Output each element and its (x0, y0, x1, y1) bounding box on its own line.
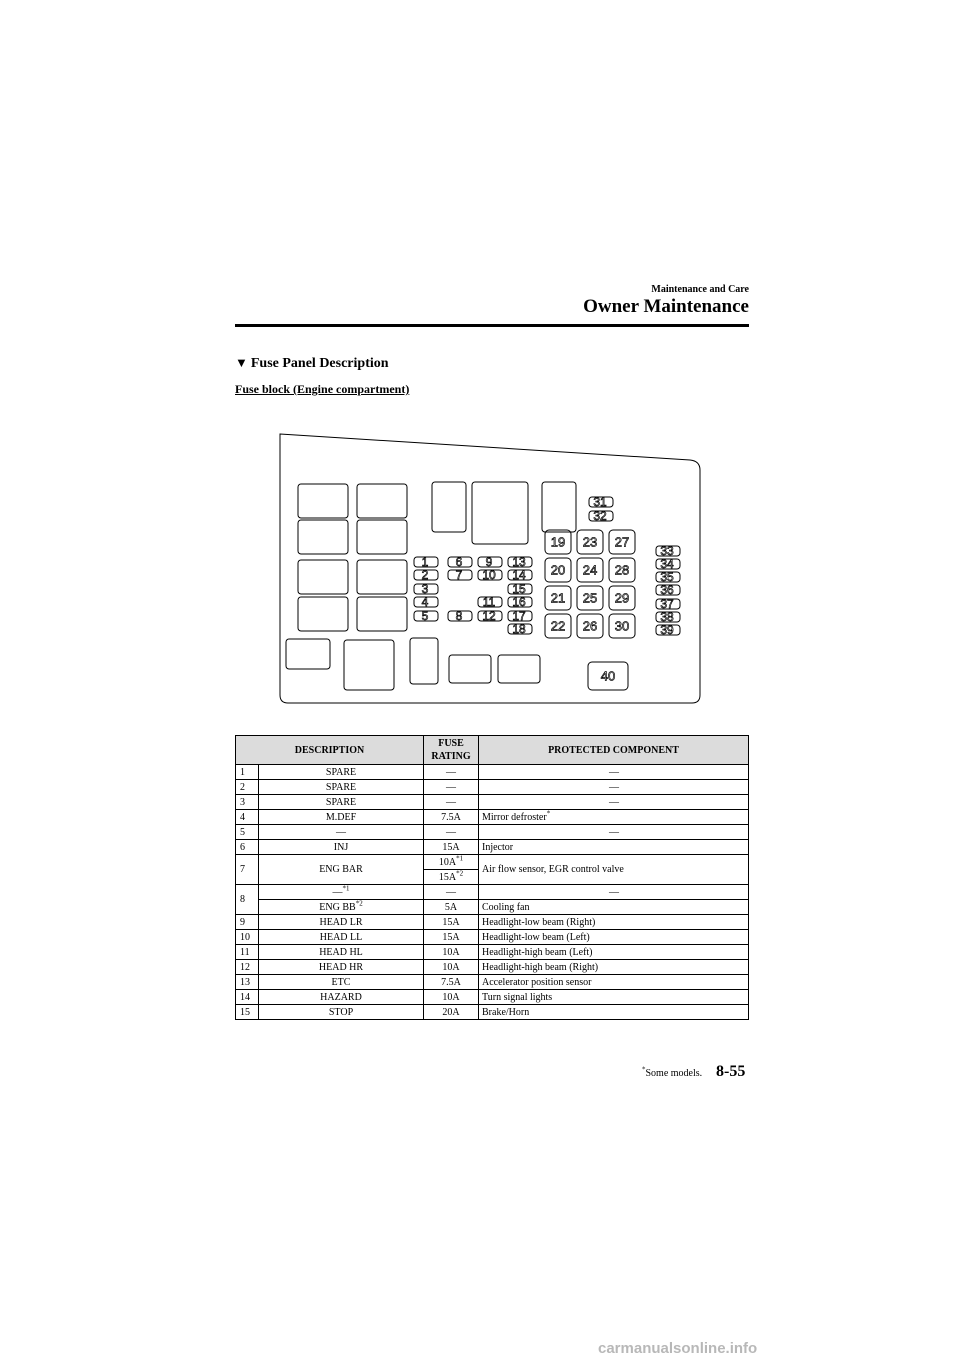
row-rating: — (424, 825, 479, 840)
fuse-number-label: 2 (421, 568, 429, 582)
row-description: HEAD HR (259, 960, 424, 975)
fuse-number-label: 19 (550, 534, 566, 550)
note-mark: *2 (456, 869, 464, 878)
row-rating: — (424, 795, 479, 810)
row-rating: 10A (424, 990, 479, 1005)
row-description: SPARE (259, 780, 424, 795)
table-row (236, 1005, 749, 1020)
table-row (236, 975, 749, 990)
relay-box (432, 482, 466, 532)
row-number: 13 (236, 975, 259, 990)
table-row (236, 885, 749, 900)
fuse-number-label: 40 (600, 668, 616, 684)
table-row (236, 900, 749, 915)
fuse-number-label: 22 (550, 618, 566, 634)
footnote (642, 1065, 703, 1079)
note-mark: *1 (456, 854, 464, 863)
cell-text: Brake/Horn (482, 1006, 530, 1018)
row-description: ENG BAR (259, 855, 424, 885)
relay-box (286, 639, 330, 669)
relay-box (498, 655, 540, 683)
fuse-number-label: 26 (582, 618, 598, 634)
fuse-number-label: 13 (512, 555, 526, 569)
row-rating (424, 855, 479, 870)
row-description (259, 885, 424, 900)
note-mark: *1 (342, 884, 350, 893)
row-component (479, 765, 749, 780)
fuse-number-label: 3 (421, 582, 429, 596)
relay-box (357, 560, 407, 594)
fuse-number-label: 14 (512, 568, 526, 582)
fuse-number-label: 25 (582, 590, 598, 606)
row-rating: 10A (424, 945, 479, 960)
fuse-number-label: 23 (582, 534, 598, 550)
table-row (236, 765, 749, 780)
row-number: 6 (236, 840, 259, 855)
row-number: 11 (236, 945, 259, 960)
header-rule (235, 324, 749, 327)
table-row (236, 810, 749, 825)
fuse-number-label: 38 (660, 610, 674, 624)
table-header-row (236, 736, 749, 765)
row-number: 3 (236, 795, 259, 810)
fuse-number-label: 32 (593, 509, 607, 523)
table-row (236, 840, 749, 855)
fuse-number-label: 37 (660, 597, 674, 611)
fuse-number-label: 33 (660, 544, 674, 558)
row-number: 12 (236, 960, 259, 975)
row-rating (424, 870, 479, 885)
fuse-number-label: 17 (512, 609, 526, 623)
row-component (479, 945, 749, 960)
table-row (236, 795, 749, 810)
row-description: SPARE (259, 765, 424, 780)
fuse-number-label: 6 (455, 555, 463, 569)
header-section-label: Maintenance and Care (651, 284, 749, 295)
row-description: ETC (259, 975, 424, 990)
relay-box (472, 482, 528, 544)
fuse-number-label: 15 (512, 582, 526, 596)
row-rating: 20A (424, 1005, 479, 1020)
row-rating: — (424, 765, 479, 780)
fuse-number-label: 27 (614, 534, 630, 550)
row-component (479, 990, 749, 1005)
row-description: M.DEF (259, 810, 424, 825)
row-description: HEAD HL (259, 945, 424, 960)
cell-text: — (609, 781, 619, 793)
fuse-number-label: 30 (614, 618, 630, 634)
row-number: 9 (236, 915, 259, 930)
fuse-number-label: 4 (421, 595, 429, 609)
fuse-number-label: 31 (593, 495, 607, 509)
row-rating: 10A (424, 960, 479, 975)
page-number: 8-55 (716, 1063, 746, 1080)
row-component: Cooling fan (479, 900, 749, 915)
relay-box (357, 520, 407, 554)
col-header-description: DESCRIPTION (236, 736, 424, 765)
fuse-table (235, 735, 749, 1020)
fuse-number-label: 24 (582, 562, 598, 578)
row-number: 14 (236, 990, 259, 1005)
table-row (236, 825, 749, 840)
relay-box (298, 520, 348, 554)
col-header-fuse-rating: FUSE RATING (424, 736, 479, 765)
fuse-number-label: 18 (512, 622, 526, 636)
cell-text: — (609, 826, 619, 838)
row-component (479, 825, 749, 840)
cell-text: Headlight-low beam (Left) (482, 931, 590, 943)
row-number: 5 (236, 825, 259, 840)
col-header-protected-component: PROTECTED COMPONENT (479, 736, 749, 765)
fuse-number-label: 29 (614, 590, 630, 606)
cell-text: Headlight-high beam (Left) (482, 946, 593, 958)
fuse-number-label: 36 (660, 583, 674, 597)
cell-text: 10A (438, 856, 457, 868)
fuse-number-label: 35 (660, 570, 674, 584)
cell-text: Turn signal lights (482, 991, 553, 1003)
row-component: — (479, 885, 749, 900)
row-rating: 7.5A (424, 975, 479, 990)
fuse-number-label: 5 (421, 609, 429, 623)
cell-text: Accelerator position sensor (482, 976, 592, 988)
fuse-number-label: 16 (512, 595, 526, 609)
relay-box (357, 484, 407, 518)
row-rating: 7.5A (424, 810, 479, 825)
row-description: — (259, 825, 424, 840)
table-row (236, 945, 749, 960)
cell-text: Injector (482, 841, 514, 853)
fuse-number-label: 39 (660, 623, 674, 637)
row-rating: 15A (424, 930, 479, 945)
triangle-down-icon: ▼ (235, 355, 248, 370)
section-heading-text: Fuse Panel Description (250, 356, 389, 371)
table-row (236, 915, 749, 930)
table-row (236, 780, 749, 795)
row-number: 2 (236, 780, 259, 795)
table-row (236, 990, 749, 1005)
row-component (479, 780, 749, 795)
cell-text: — (609, 796, 619, 808)
row-number: 10 (236, 930, 259, 945)
row-component: Air flow sensor, EGR control valve (479, 855, 749, 885)
row-component (479, 795, 749, 810)
row-description: SPARE (259, 795, 424, 810)
relay-box (357, 597, 407, 631)
table-row (236, 930, 749, 945)
subsection-heading: Fuse block (Engine compartment) (235, 382, 410, 396)
row-component (479, 960, 749, 975)
row-number: 15 (236, 1005, 259, 1020)
row-component (479, 810, 749, 825)
relay-box (410, 638, 438, 684)
row-description: STOP (259, 1005, 424, 1020)
row-number: 8 (236, 885, 259, 915)
relay-box (449, 655, 491, 683)
row-component (479, 1005, 749, 1020)
table-row (236, 855, 749, 870)
row-component (479, 840, 749, 855)
cell-text: 15A (438, 871, 457, 883)
cell-text: Headlight-low beam (Right) (482, 916, 596, 928)
cell-text: — (332, 886, 343, 898)
row-rating: 15A (424, 915, 479, 930)
row-description: HAZARD (259, 990, 424, 1005)
fuse-number-label: 20 (550, 562, 566, 578)
row-description: HEAD LL (259, 930, 424, 945)
fuse-number-label: 34 (660, 557, 674, 571)
row-rating: 15A (424, 840, 479, 855)
row-component (479, 930, 749, 945)
row-number: 4 (236, 810, 259, 825)
row-description (259, 900, 424, 915)
footnote-text: Some models. (645, 1068, 703, 1079)
fuse-number-label: 7 (455, 568, 463, 582)
relay-box (542, 482, 576, 532)
row-rating: 5A (424, 900, 479, 915)
cell-text: — (609, 766, 619, 778)
header-title: Owner Maintenance (583, 296, 749, 317)
fuse-number-label: 9 (485, 555, 493, 569)
fuse-number-label: 10 (482, 568, 496, 582)
fuse-number-label: 21 (550, 590, 566, 606)
footnote-mark: * (642, 1065, 646, 1074)
cell-text: Mirror defroster (482, 811, 547, 823)
row-number: 1 (236, 765, 259, 780)
cell-text: ENG BB (319, 901, 356, 913)
row-rating: — (424, 885, 479, 900)
row-component (479, 915, 749, 930)
relay-box (298, 484, 348, 518)
row-rating: — (424, 780, 479, 795)
fuse-number-label: 8 (455, 609, 463, 623)
fuse-number-label: 12 (482, 609, 496, 623)
row-number: 7 (236, 855, 259, 885)
fuse-number-label: 1 (421, 555, 429, 569)
section-heading (235, 355, 389, 372)
fuse-number-label: 11 (482, 595, 496, 609)
fuse-block-diagram (276, 430, 706, 706)
note-mark: *2 (355, 899, 363, 908)
row-component (479, 975, 749, 990)
note-mark: * (546, 809, 551, 818)
fuse-number-label: 28 (614, 562, 630, 578)
row-description: INJ (259, 840, 424, 855)
cell-text: Headlight-high beam (Right) (482, 961, 599, 973)
relay-box (298, 597, 348, 631)
watermark: carmanualsonline.info (598, 1340, 758, 1357)
relay-box (298, 560, 348, 594)
table-row (236, 960, 749, 975)
relay-box (344, 640, 394, 690)
row-description: HEAD LR (259, 915, 424, 930)
